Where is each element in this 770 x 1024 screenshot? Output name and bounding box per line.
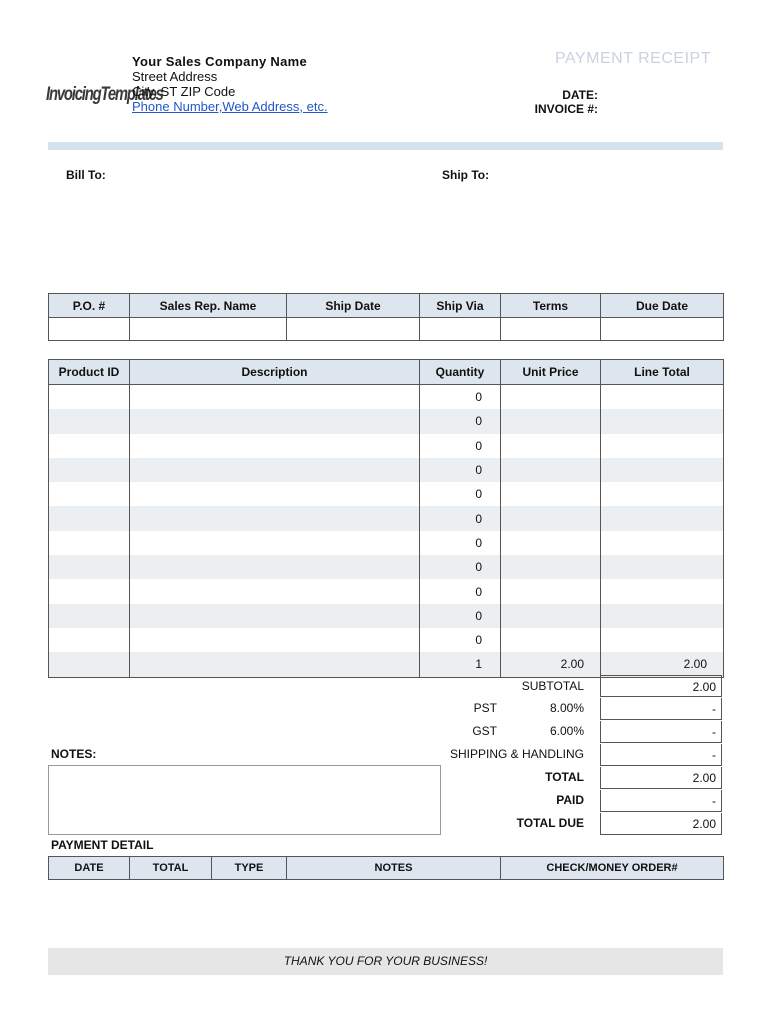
terms-header: Terms <box>501 294 601 318</box>
line-total-cell <box>601 604 724 628</box>
date-label: DATE: <box>562 88 598 102</box>
quantity-cell[interactable]: 0 <box>420 434 501 458</box>
logo: InvoicingTemplates <box>46 84 163 105</box>
product-id-cell[interactable] <box>49 482 130 506</box>
table-row <box>49 555 724 579</box>
ship-to-label: Ship To: <box>442 168 490 182</box>
ship-via-header: Ship Via <box>420 294 501 318</box>
quantity-cell[interactable]: 0 <box>420 555 501 579</box>
table-row <box>49 385 724 410</box>
line-total-header: Line Total <box>601 360 724 385</box>
subtotal-value: 2.00 <box>600 675 722 697</box>
paid-label: PAID <box>556 793 584 807</box>
table-row <box>49 579 724 603</box>
table-row <box>49 409 724 433</box>
unit-price-cell[interactable] <box>501 531 601 555</box>
line-total-cell <box>601 531 724 555</box>
product-id-cell[interactable] <box>49 652 130 677</box>
po-number-header: P.O. # <box>49 294 130 318</box>
subtotal-label: SUBTOTAL <box>521 679 584 693</box>
ship-date-cell[interactable] <box>287 318 420 341</box>
company-street: Street Address <box>132 69 218 84</box>
ship-date-header: Ship Date <box>287 294 420 318</box>
unit-price-header: Unit Price <box>501 360 601 385</box>
unit-price-cell[interactable] <box>501 555 601 579</box>
unit-price-cell[interactable] <box>501 409 601 433</box>
header-divider <box>48 142 723 150</box>
description-cell[interactable] <box>130 531 420 555</box>
shipping-label: SHIPPING & HANDLING <box>449 747 584 761</box>
total-due-label: TOTAL DUE <box>516 816 584 830</box>
bill-to-label: Bill To: <box>66 168 106 182</box>
paid-value[interactable]: - <box>600 790 722 812</box>
description-cell[interactable] <box>130 482 420 506</box>
ship-via-cell[interactable] <box>420 318 501 341</box>
product-id-cell[interactable] <box>49 604 130 628</box>
description-cell[interactable] <box>130 434 420 458</box>
unit-price-cell[interactable]: 2.00 <box>501 652 601 677</box>
product-id-cell[interactable] <box>49 506 130 530</box>
payment-detail-table <box>48 856 724 880</box>
unit-price-cell[interactable] <box>501 579 601 603</box>
quantity-cell[interactable]: 0 <box>420 409 501 433</box>
description-cell[interactable] <box>130 458 420 482</box>
pst-label: PST <box>473 701 497 715</box>
description-cell[interactable] <box>130 555 420 579</box>
payment-notes-header: NOTES <box>287 857 501 880</box>
table-row <box>49 482 724 506</box>
line-total-cell <box>601 506 724 530</box>
line-total-cell <box>601 434 724 458</box>
pst-rate[interactable]: 8.00% <box>549 701 584 715</box>
company-name: Your Sales Company Name <box>132 54 307 69</box>
product-id-cell[interactable] <box>49 628 130 652</box>
payment-detail-label: PAYMENT DETAIL <box>51 838 154 852</box>
invoice-number-label: INVOICE #: <box>534 102 598 116</box>
notes-label: NOTES: <box>51 747 97 761</box>
quantity-cell[interactable]: 0 <box>420 385 501 410</box>
notes-field[interactable] <box>48 765 441 835</box>
line-total-cell <box>601 458 724 482</box>
description-cell[interactable] <box>130 579 420 603</box>
description-cell[interactable] <box>130 506 420 530</box>
gst-label: GST <box>472 724 497 738</box>
description-header: Description <box>130 360 420 385</box>
quantity-cell[interactable]: 0 <box>420 628 501 652</box>
quantity-cell[interactable]: 0 <box>420 579 501 603</box>
unit-price-cell[interactable] <box>501 604 601 628</box>
total-value: 2.00 <box>600 767 722 789</box>
document-title: PAYMENT RECEIPT <box>555 50 711 67</box>
shipping-value[interactable]: - <box>600 744 722 766</box>
table-row <box>49 531 724 555</box>
due-date-cell[interactable] <box>601 318 724 341</box>
line-items-table <box>48 359 724 678</box>
order-info-table <box>48 293 724 341</box>
unit-price-cell[interactable] <box>501 628 601 652</box>
product-id-cell[interactable] <box>49 458 130 482</box>
table-row <box>49 434 724 458</box>
table-row <box>49 628 724 652</box>
total-label: TOTAL <box>545 770 584 784</box>
description-cell[interactable] <box>130 628 420 652</box>
footer-message: THANK YOU FOR YOUR BUSINESS! <box>48 948 723 975</box>
payment-type-header: TYPE <box>212 857 287 880</box>
quantity-cell[interactable]: 0 <box>420 531 501 555</box>
due-date-header: Due Date <box>601 294 724 318</box>
line-total-cell: 2.00 <box>601 652 724 677</box>
product-id-cell[interactable] <box>49 579 130 603</box>
table-row <box>49 652 724 677</box>
sales-rep-header: Sales Rep. Name <box>130 294 287 318</box>
terms-cell[interactable] <box>501 318 601 341</box>
quantity-cell[interactable]: 0 <box>420 506 501 530</box>
line-total-cell <box>601 385 724 410</box>
product-id-cell[interactable] <box>49 434 130 458</box>
unit-price-cell[interactable] <box>501 506 601 530</box>
description-cell[interactable] <box>130 604 420 628</box>
unit-price-cell[interactable] <box>501 482 601 506</box>
quantity-cell[interactable]: 0 <box>420 604 501 628</box>
quantity-cell[interactable]: 1 <box>420 652 501 677</box>
unit-price-cell[interactable] <box>501 385 601 410</box>
company-city: City, ST ZIP Code <box>132 84 236 99</box>
line-total-cell <box>601 482 724 506</box>
line-total-cell <box>601 579 724 603</box>
quantity-cell[interactable]: 0 <box>420 482 501 506</box>
product-id-header: Product ID <box>49 360 130 385</box>
check-money-order-header: CHECK/MONEY ORDER# <box>501 857 724 880</box>
product-id-cell[interactable] <box>49 409 130 433</box>
product-id-cell[interactable] <box>49 555 130 579</box>
unit-price-cell[interactable] <box>501 434 601 458</box>
total-due-value: 2.00 <box>600 813 722 835</box>
payment-date-header: DATE <box>49 857 130 880</box>
payment-total-header: TOTAL <box>130 857 212 880</box>
line-total-cell <box>601 628 724 652</box>
line-total-cell <box>601 409 724 433</box>
sales-rep-cell[interactable] <box>130 318 287 341</box>
product-id-cell[interactable] <box>49 531 130 555</box>
company-contact-link[interactable]: Phone Number,Web Address, etc. <box>132 99 328 114</box>
line-total-cell <box>601 555 724 579</box>
description-cell[interactable] <box>130 385 420 410</box>
table-row <box>49 458 724 482</box>
table-row <box>49 506 724 530</box>
table-row <box>49 604 724 628</box>
company-block <box>132 54 328 114</box>
description-cell[interactable] <box>130 652 420 677</box>
pst-value: - <box>600 698 722 720</box>
quantity-cell[interactable]: 0 <box>420 458 501 482</box>
product-id-cell[interactable] <box>49 385 130 410</box>
gst-rate[interactable]: 6.00% <box>549 724 584 738</box>
unit-price-cell[interactable] <box>501 458 601 482</box>
description-cell[interactable] <box>130 409 420 433</box>
gst-value: - <box>600 721 722 743</box>
po-number-cell[interactable] <box>49 318 130 341</box>
quantity-header: Quantity <box>420 360 501 385</box>
